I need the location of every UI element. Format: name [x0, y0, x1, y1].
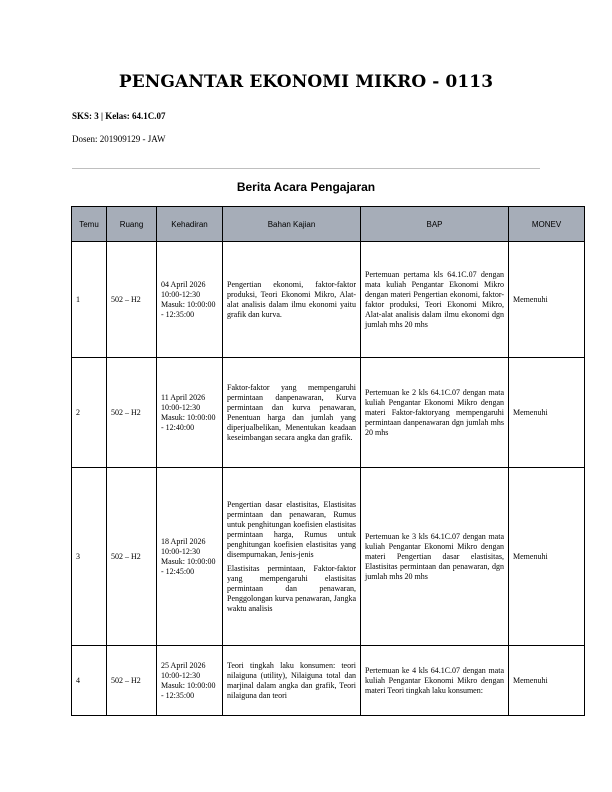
- cell-bahan-kajian: Pengertian ekonomi, faktor-faktor produksi, Teori Ekonomi Mikro, Alat-alat analisis dalam ilmu ekonomi yaitu grafik dan kurva.: [223, 242, 361, 358]
- table-row: [72, 242, 585, 358]
- table-row: [72, 358, 585, 468]
- cell-temu: 4: [72, 646, 107, 716]
- cell-bahan-kajian: Faktor-faktor yang mempengaruhi permintaan danpenawaran, Kurva permintaan dan kurva penawaran, Penentuan harga dan jumlah yang diperjualbelikan, Menentukan keadaan keseimbangan secara angka dan grafik.: [223, 358, 361, 468]
- cell-ruang: 502 – H2: [107, 468, 157, 646]
- table-row: [72, 468, 585, 646]
- table-header-row: [72, 207, 585, 242]
- course-meta: [72, 111, 166, 121]
- cell-bahan-kajian: Teori tingkah laku konsumen: teori nilaiguna (utility), Nilaiguna total dan marjinal dalam angka dan grafik, Teori nilaiguna dan teori: [223, 646, 361, 716]
- cell-kehadiran: 18 April 2026 10:00-12:30 Masuk: 10:00:00 - 12:45:00: [157, 468, 223, 646]
- bap-table: [71, 206, 585, 716]
- meta-separator: |: [98, 111, 106, 121]
- cell-monev: Memenuhi: [509, 468, 585, 646]
- divider: [72, 168, 540, 169]
- cell-kehadiran: 04 April 2026 10:00-12:30 Masuk: 10:00:00 - 12:35:00: [157, 242, 223, 358]
- kelas-label: Kelas: 64.1C.07: [105, 111, 166, 121]
- cell-temu: 1: [72, 242, 107, 358]
- cell-bap: Pertemuan pertama kls 64.1C.07 dengan mata kuliah Pengantar Ekonomi Mikro dengan materi Pengertian ekonomi, faktor-faktor produksi, Teori Ekonomi Mikro, Alat-alat analisis dalam ilmu ekonomi dgn jumlah mhs 20 mhs: [361, 242, 509, 358]
- header-ruang: Ruang: [107, 207, 157, 242]
- bahan-part-2: Elastisitas permintaan, Faktor-faktor yang mempengaruhi elastisitas permintaan dan penawaran, Penggolongan kurva penawaran, Jangka waktu analisis: [227, 563, 356, 613]
- header-monev: MONEV: [509, 207, 585, 242]
- cell-temu: 2: [72, 358, 107, 468]
- cell-ruang: 502 – H2: [107, 242, 157, 358]
- section-title: Berita Acara Pengajaran: [236, 180, 376, 194]
- dosen-label: Dosen: 201909129 - JAW: [72, 134, 166, 144]
- header-bap: BAP: [361, 207, 509, 242]
- header-temu: Temu: [72, 207, 107, 242]
- sks-label: SKS: 3: [72, 111, 99, 121]
- cell-bap: Pertemuan ke 3 kls 64.1C.07 dengan mata kuliah Pengantar Ekonomi Mikro dengan materi Pengertian dasar elastisitas, Elastisitas permintaan dan penawaran, dgn jumlah mhs 20 mhs: [361, 468, 509, 646]
- cell-kehadiran: 25 April 2026 10:00-12:30 Masuk: 10:00:00 - 12:35:00: [157, 646, 223, 716]
- header-bahan-kajian: Bahan Kajian: [223, 207, 361, 242]
- cell-ruang: 502 – H2: [107, 646, 157, 716]
- cell-bap: Pertemuan ke 4 kls 64.1C.07 dengan mata kuliah Pengantar Ekonomi Mikro dengan materi Teori tingkah laku konsumen:: [361, 646, 509, 716]
- cell-monev: Memenuhi: [509, 242, 585, 358]
- cell-temu: 3: [72, 468, 107, 646]
- cell-monev: Memenuhi: [509, 646, 585, 716]
- bahan-part-1: Pengertian dasar elastisitas, Elastisitas permintaan dan penawaran, Rumus untuk penghitungan koefisien elastisitas permintaan harga, Rumus untuk penghitungan koefisien elastisitas yang disempurnakan, Jenis-jenis: [227, 499, 356, 559]
- cell-monev: Memenuhi: [509, 358, 585, 468]
- cell-bap: Pertemuan ke 2 kls 64.1C.07 dengan mata kuliah Pengantar Ekonomi Mikro dengan materi Faktor-faktoryang mempengaruhi permintaan danpenawaran dgn jumlah mhs 20 mhs: [361, 358, 509, 468]
- cell-bahan-kajian: [223, 468, 361, 646]
- course-title: PENGANTAR EKONOMI MIKRO - 0113: [118, 72, 494, 92]
- cell-ruang: 502 – H2: [107, 358, 157, 468]
- table-row: [72, 646, 585, 716]
- cell-kehadiran: 11 April 2026 10:00-12:30 Masuk: 10:00:00 - 12:40:00: [157, 358, 223, 468]
- header-kehadiran: Kehadiran: [157, 207, 223, 242]
